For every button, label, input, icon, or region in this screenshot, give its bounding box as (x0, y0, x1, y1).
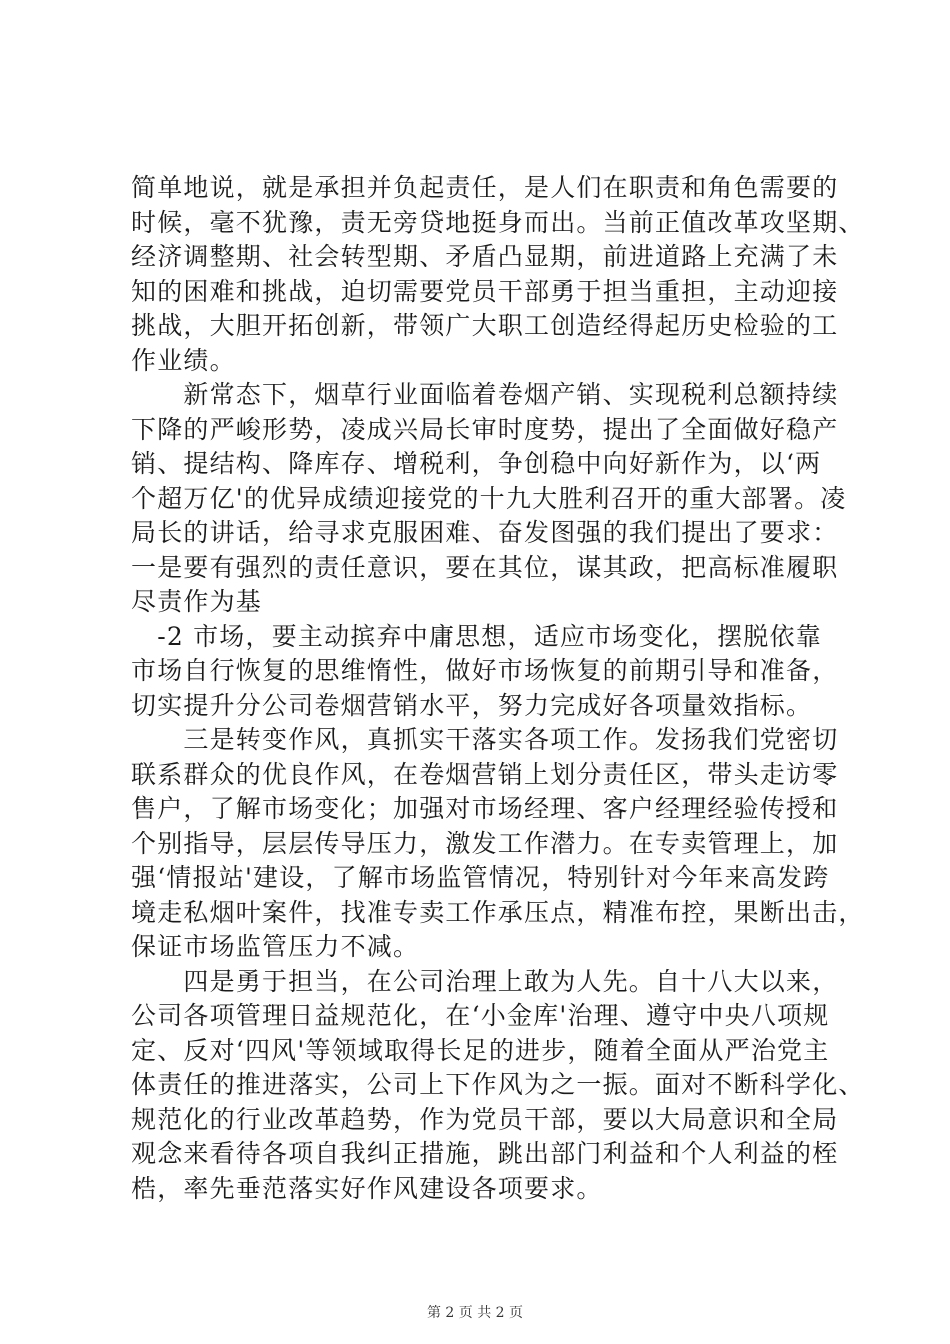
text-line: 市场自行恢复的思维惰性，做好市场恢复的前期引导和准备， (131, 656, 839, 685)
text-line: 局长的讲话，给寻求克服困难、奋发图强的我们提出了要求： (131, 518, 839, 547)
text-line: 强‘情报站'建设，了解市场监管情况，特别针对今年来高发跨 (131, 863, 830, 892)
text-line: 挑战，大胆开拓创新，带领广大职工创造经得起历史检验的工 (131, 311, 839, 340)
text-line: 个超万亿'的优异成绩迎接党的十九大胜利召开的重大部署。凌 (131, 483, 847, 513)
text-line: 切实提升分公司卷烟营销水平，努力完成好各项量效指标。 (131, 690, 813, 720)
text-line: 下降的严峻形势，凌成兴局长审时度势，提出了全面做好稳产 (131, 414, 839, 444)
text-line: 梏，率先垂范落实好作风建设各项要求。 (131, 1173, 603, 1203)
text-line: 一是要有强烈的责任意识，要在其位，谋其政，把高标准履职 (131, 552, 839, 582)
text-line: 新常态下，烟草行业面临着卷烟产销、实现税利总额持续 (131, 380, 839, 409)
text-line: 知的困难和挑战，迫切需要党员干部勇于担当重担，主动迎接 (131, 276, 839, 306)
text-line: 观念来看待各项自我纠正措施，跳出部门利益和个人利益的桎 (131, 1139, 839, 1168)
text-line: 保证市场监管压力不减。 (131, 932, 420, 961)
page-number-footer: 第 2 页 共 2 页 (426, 1305, 524, 1321)
text-line: 四是勇于担当，在公司治理上敢为人先。自十八大以来， (131, 966, 839, 996)
text-line: 经济调整期、社会转型期、矛盾凸显期，前进道路上充满了未 (131, 242, 839, 271)
text-line: 个别指导，层层传导压力，激发工作潜力。在专卖管理上，加 (131, 828, 839, 858)
text-line: 尽责作为基 (131, 587, 263, 616)
text-line: 规范化的行业改革趋势，作为党员干部，要以大局意识和全局 (131, 1104, 839, 1134)
text-line: 定、反对‘四风'等领域取得长足的进步，随着全面从严治党主 (131, 1035, 830, 1065)
document-body (131, 171, 865, 1206)
text-line: 销、提结构、降库存、增税利，争创稳中向好新作为，以‘两 (131, 449, 822, 478)
text-line: 联系群众的优良作风，在卷烟营销上划分责任区，带头走访零 (131, 759, 839, 789)
text-line: 售户，了解市场变化；加强对市场经理、客户经理经验传授和 (131, 794, 839, 823)
text-line: 时候，毫不犹豫，责无旁贷地挺身而出。当前正值改革攻坚期、 (131, 207, 865, 237)
text-line: 公司各项管理日益规范化，在‘小金库'治理、遵守中央八项规 (131, 1001, 830, 1030)
text-line: 三是转变作风，真抓实干落实各项工作。发扬我们党密切 (131, 725, 839, 754)
text-line: 境走私烟叶案件，找准专卖工作承压点，精准布控，果断出击， (131, 897, 865, 927)
text-line: 作业绩。 (131, 345, 236, 375)
text-line: 体责任的推进落实，公司上下作风为之一振。面对不断科学化、 (131, 1070, 865, 1099)
text-line: -2 市场，要主动摈弃中庸思想，适应市场变化，摆脱依靠 (131, 621, 822, 651)
text-line: 简单地说，就是承担并负起责任，是人们在职责和角色需要的 (131, 173, 839, 202)
